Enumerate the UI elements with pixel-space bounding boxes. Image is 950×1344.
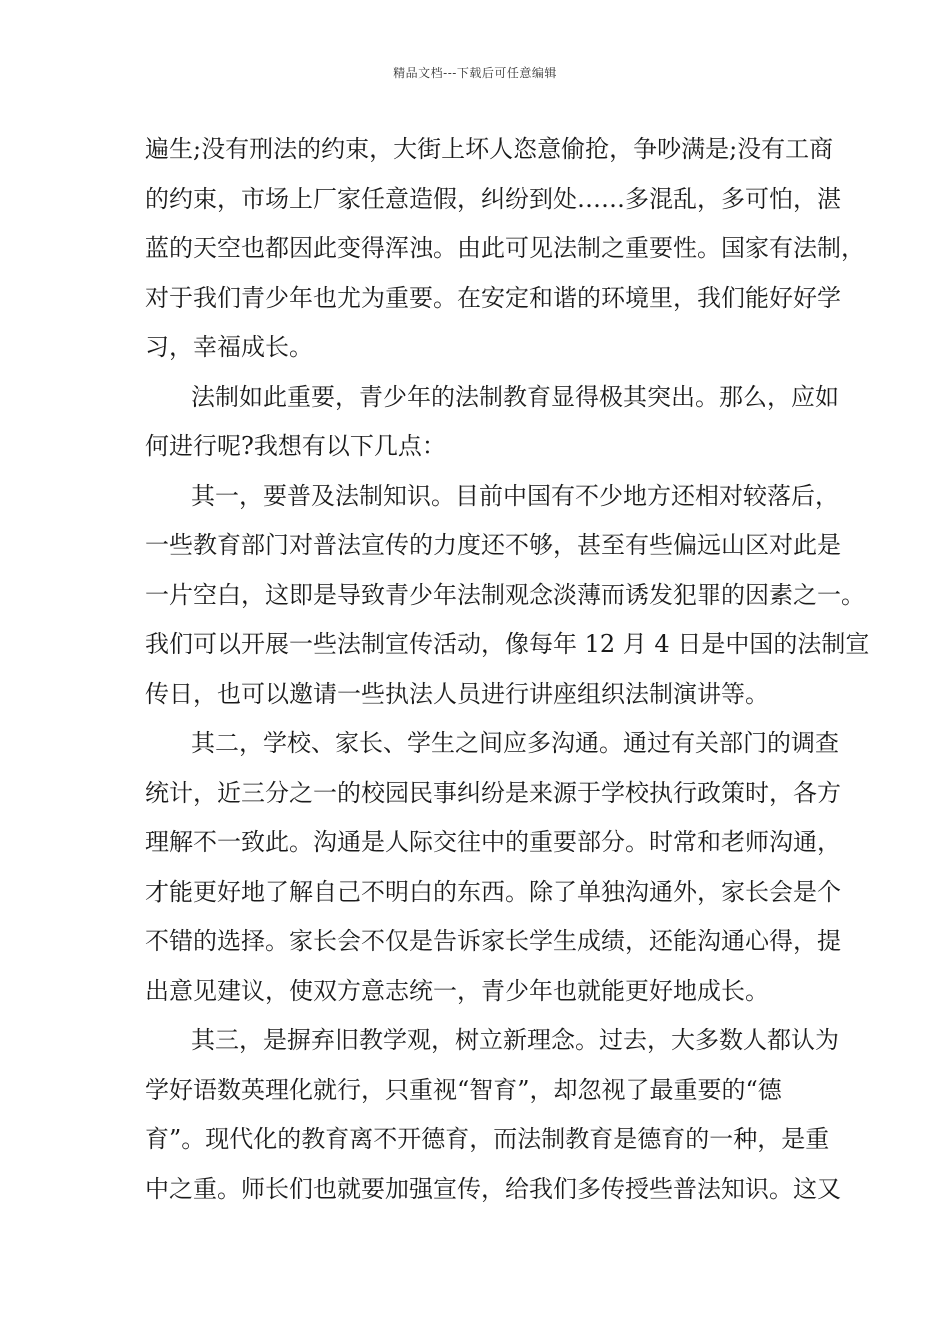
text-line: 统计，近三分之一的校园民事纠纷是来源于学校执行政策时，各方 bbox=[145, 778, 841, 807]
text-line: 才能更好地了解自己不明白的东西。除了单独沟通外，家长会是个 bbox=[145, 877, 841, 906]
text-line: 何进行呢?我想有以下几点： bbox=[145, 432, 446, 460]
text-line: 蓝的天空也都因此变得浑浊。由此可见法制之重要性。国家有法制， bbox=[145, 234, 865, 262]
text-line: 不错的选择。家长会不仅是告诉家长学生成绩，还能沟通心得，提 bbox=[145, 927, 841, 955]
text-line: 一些教育部门对普法宣传的力度还不够，甚至有些偏远山区对此是 bbox=[145, 531, 841, 559]
text-line: 学好语数英理化就行，只重视“智育”，却忽视了最重要的“德 bbox=[145, 1075, 782, 1104]
paragraph-first-line: 其一，要普及法制知识。目前中国有不少地方还相对较落后， bbox=[191, 481, 839, 510]
text-line: 遍生;没有刑法的约束，大街上坏人恣意偷抢，争吵满是;没有工商 bbox=[145, 135, 834, 163]
text-line: 理解不一致此。沟通是人际交往中的重要部分。时常和老师沟通， bbox=[145, 828, 841, 856]
text-line: 一片空白，这即是导致青少年法制观念淡薄而诱发犯罪的因素之一。 bbox=[145, 580, 865, 609]
text-line: 出意见建议，使双方意志统一，青少年也就能更好地成长。 bbox=[145, 976, 769, 1005]
text-line: 育”。现代化的教育离不开德育，而法制教育是德育的一种，是重 bbox=[145, 1125, 830, 1153]
text-line: 我们可以开展一些法制宣传活动，像每年 12 月 4 日是中国的法制宣 bbox=[145, 630, 870, 658]
paragraph-first-line: 其二，学校、家长、学生之间应多沟通。通过有关部门的调查 bbox=[191, 729, 839, 757]
text-line: 习，幸福成长。 bbox=[145, 333, 313, 361]
paragraph-first-line: 法制如此重要，青少年的法制教育显得极其突出。那么，应如 bbox=[191, 382, 839, 411]
text-line: 的约束，市场上厂家任意造假，纠纷到处……多混乱，多可怕，湛 bbox=[145, 184, 841, 213]
text-line: 中之重。师长们也就要加强宣传，给我们多传授些普法知识。这又 bbox=[145, 1174, 841, 1203]
text-line: 传日，也可以邀请一些执法人员进行讲座组织法制演讲等。 bbox=[145, 679, 769, 708]
text-line: 对于我们青少年也尤为重要。在安定和谐的环境里，我们能好好学 bbox=[145, 283, 841, 312]
page-header: 精品文档---下载后可任意编辑 bbox=[393, 66, 557, 80]
document-body bbox=[145, 125, 870, 1214]
paragraph-first-line: 其三，是摒弃旧教学观，树立新理念。过去，大多数人都认为 bbox=[191, 1026, 839, 1054]
